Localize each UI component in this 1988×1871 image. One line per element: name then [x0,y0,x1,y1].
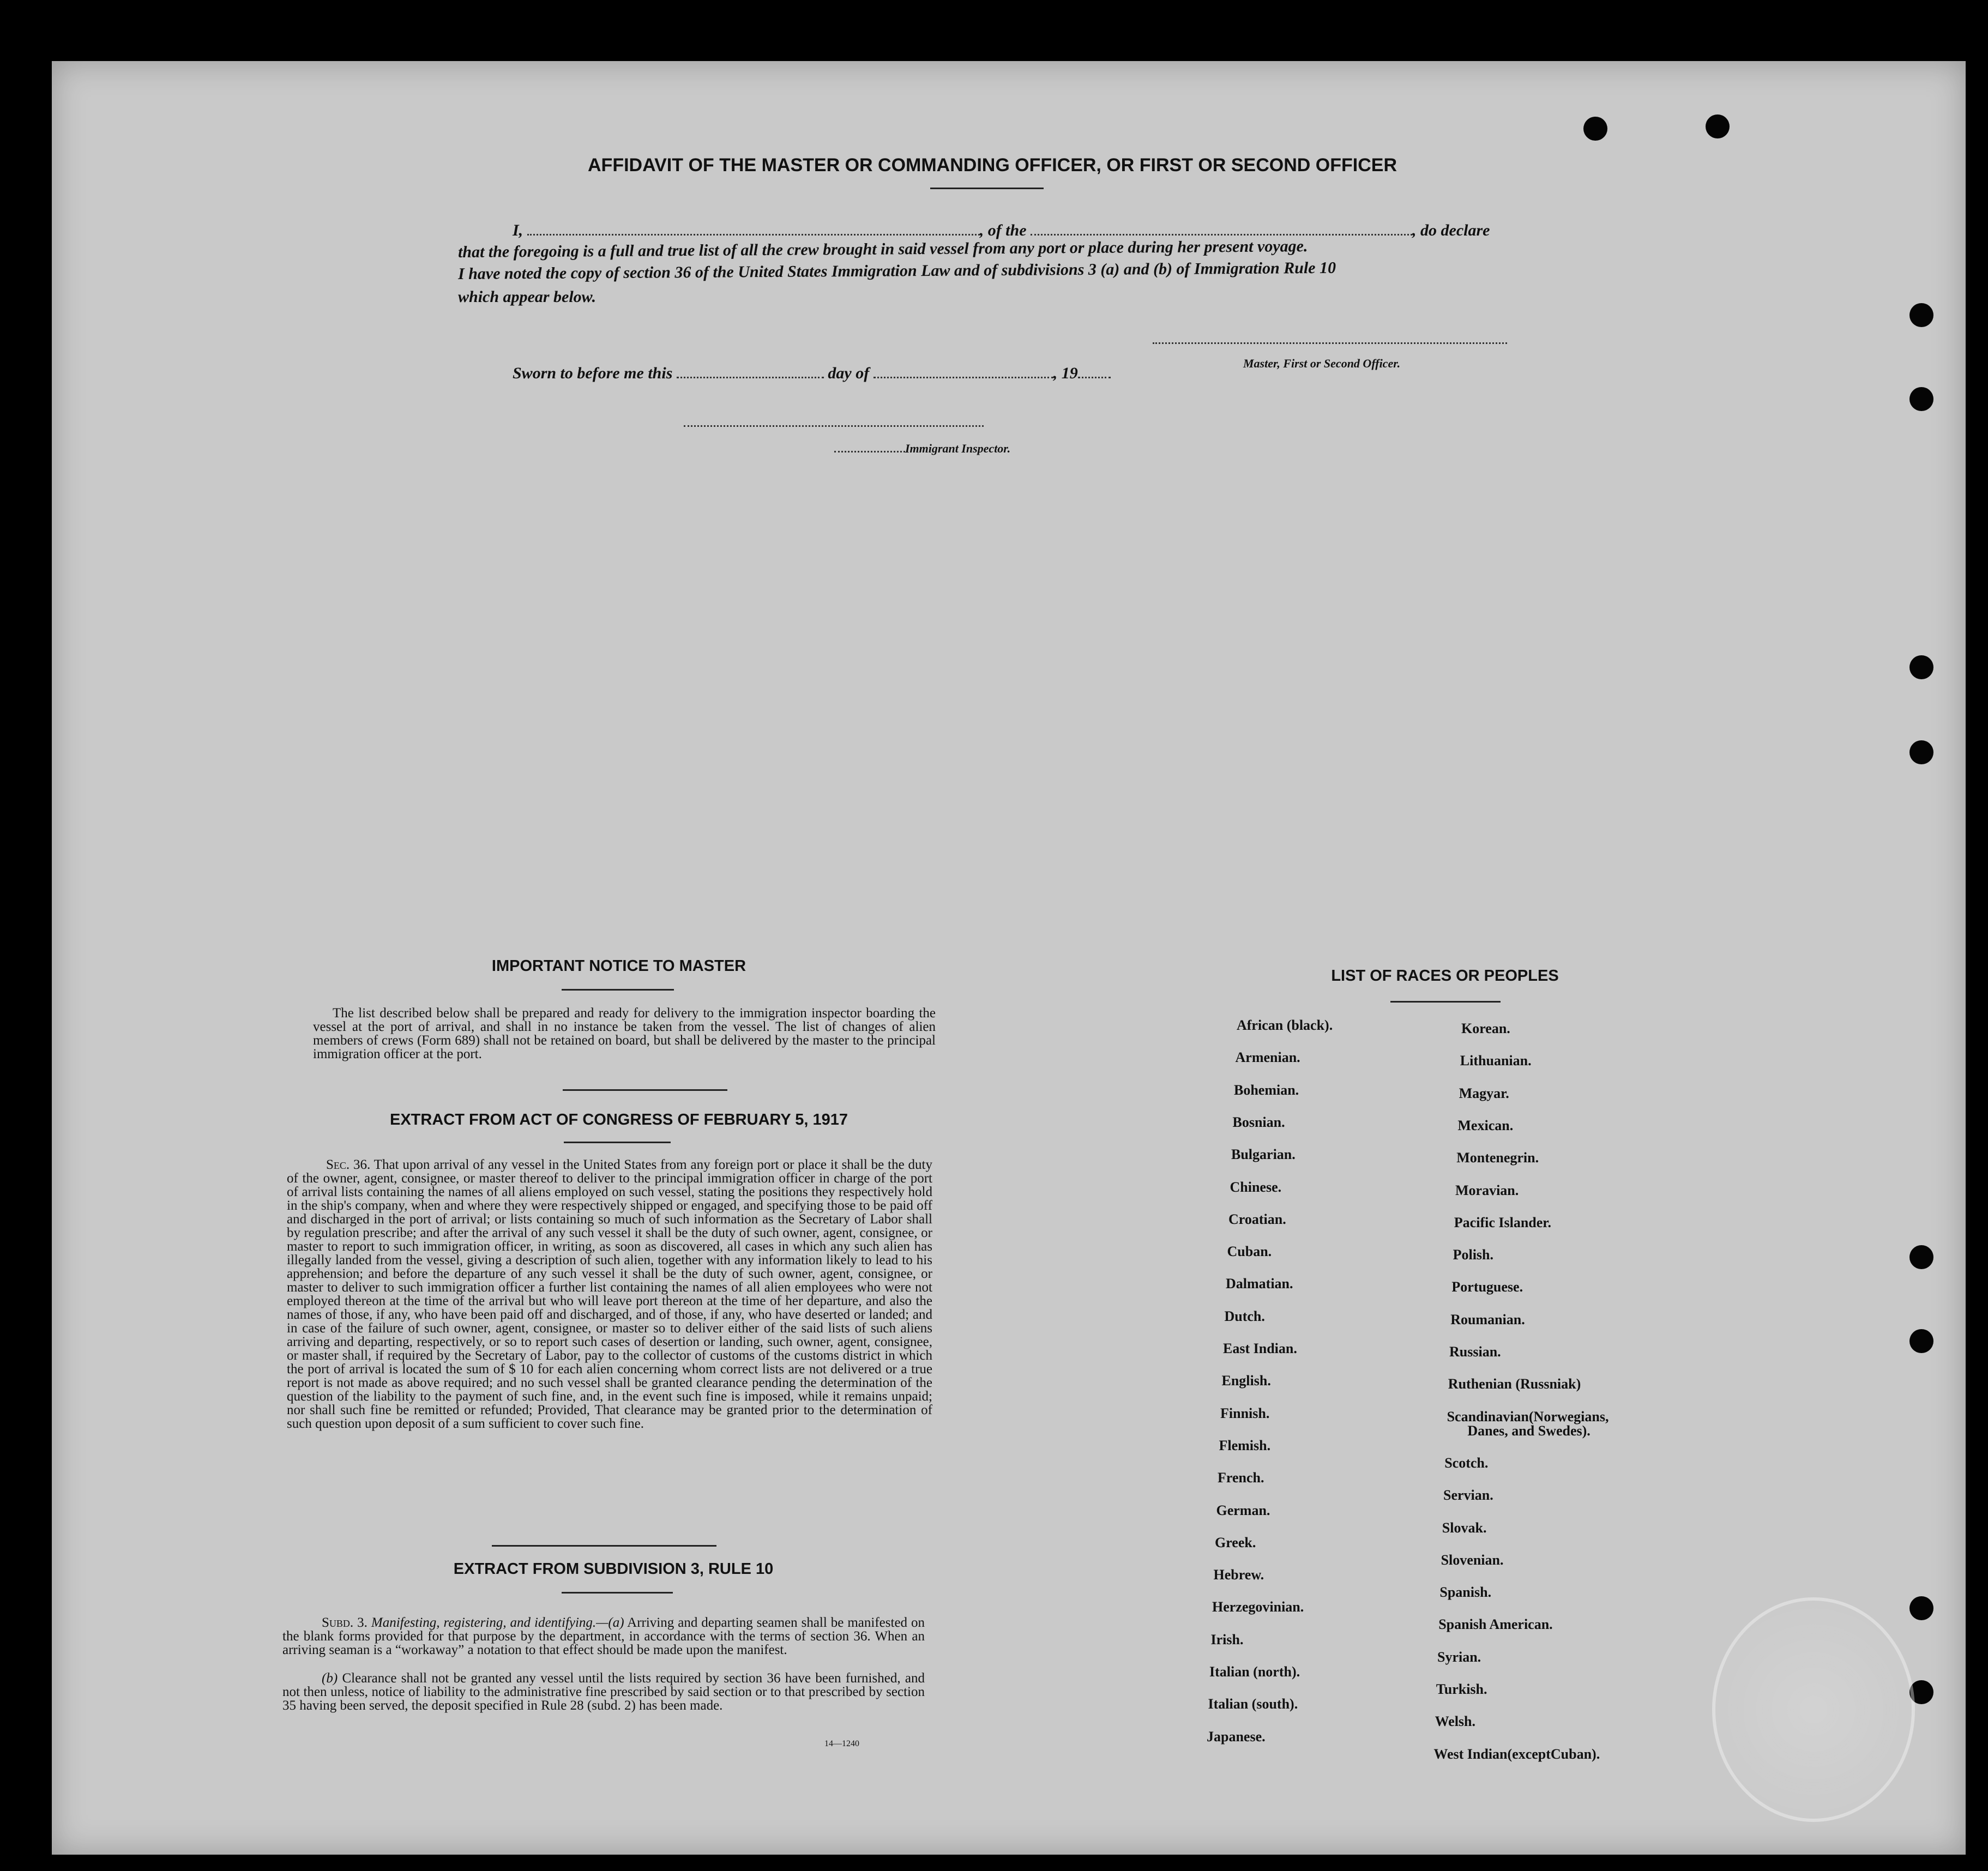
vessel-name-field[interactable] [1031,234,1412,236]
rule-b-label: (b) [322,1671,338,1686]
race-item: Slovenian. [1441,1552,1504,1568]
race-item: Bosnian. [1232,1114,1285,1130]
races-title-rule [1390,1001,1501,1003]
notice-title-rule [562,989,674,991]
race-item: Russian. [1449,1344,1501,1360]
punch-hole [1706,114,1730,138]
sworn-month-field[interactable] [873,377,1053,378]
rule-text-a [282,1616,925,1657]
race-item: Croatian. [1228,1211,1286,1227]
affidavit-line-3: which appear below. [458,288,597,306]
race-item: East Indian. [1223,1341,1297,1356]
form-number: 14—1240 [824,1739,859,1748]
race-item: Armenian. [1235,1049,1300,1066]
of-the-label: , of the [979,221,1027,239]
punch-hole [1583,117,1607,141]
race-item: Hebrew. [1213,1567,1264,1583]
rule-subd-heading: Manifesting, registering, and identifying.—(a) [371,1615,624,1630]
inspector-caption-line [834,442,1010,456]
race-item: African (black). [1237,1017,1333,1033]
punch-hole [1909,655,1933,679]
act-body: That upon arrival of any vessel in the United States from any foreign port or place it shall be the duty of the owner, agent, consignee, or master thereof to deliver to the principal immigration officer in charge of the port of arrival lists containing the names of all aliens employed on such vessel, stating the positions they respectively hold in the ship's company, when and where they were respectively shipped or engaged, and specifying those to be paid off and discharged in the port of arrival; or lists containing so much of such information as the Secretary of Labor shall by regulation prescribe; and after the arrival of any such vessel it shall be the duty of such owner, agent, consignee, or master to report to such immigration officer, in writing, as soon as discovered, all cases in which any such alien has illegally landed from the vessel, giving a description of such alien, together with any information likely to lead to his apprehension; and before the departure of any such vessel it shall be the duty of such owner, agent, consignee, or master to deliver to such immigration officer a further list containing the names of all alien employees who were not employed thereon at the time of the arrival but who will leave port thereon at the time of her departure, and also the names of those, if any, who have been paid off and discharged, and of those, if any, who have deserted or landed; and in case of the failure of such owner, agent, consignee, or master so to deliver either of the said lists of such aliens arriving and departing, respectively, or so to report such cases of desertion or landing, such owner, agent, consignee, or master shall, if required by the Secretary of Labor, pay to the collector of customs of the customs district in which the port of arrival is located the sum of $ 10 for each alien concerning whom correct lists are not delivered or a true report is not made as above required; and no such vessel shall be granted clearance pending the determination of the question of the liability to the payment of such fine, and, in the event such fine is imposed, while it remains unpaid; nor shall such fine be remitted or refunded; Provided, That clearance may be granted prior to the determination of such question upon deposit of a sum sufficient to cover such fine. [287,1157,932,1431]
race-item: Pacific Islander. [1454,1214,1551,1230]
race-item: Flemish. [1219,1437,1271,1453]
act-section-label: Sec. 36. [326,1157,371,1172]
race-item: Portuguese. [1451,1279,1523,1295]
rule-subd-label: Subd. 3. [322,1615,368,1630]
race-item: Moravian. [1455,1182,1519,1198]
affidavit-line-2: I have noted the copy of section 36 of the United States Immigration Law and of subdivisions 3 (a) and (b) of Immigration Rule 10 [457,258,1336,283]
race-item: Ruthenian (Russniak) [1448,1376,1581,1392]
rule-title: EXTRACT FROM SUBDIVISION 3, RULE 10 [453,1560,774,1578]
notice-title: IMPORTANT NOTICE TO MASTER [491,957,746,975]
race-item: Chinese. [1230,1179,1282,1195]
race-item: Lithuanian. [1460,1053,1532,1069]
race-item: Spanish American. [1438,1616,1553,1633]
race-item: Finnish. [1220,1405,1270,1421]
race-item: Italian (south). [1208,1696,1298,1712]
inspector-caption: Immigrant Inspector. [905,442,1011,455]
race-item: German. [1216,1502,1270,1518]
race-item: English. [1221,1373,1271,1389]
rule-body-b: Clearance shall not be granted any vessel until the lists required by section 36 have been furnished, and not then unless, notice of liability to the administrative fine prescribed by said section or to that prescribed by section 35 having been served, the deposit specified in Rule 28 (subd. 2) has been made. [282,1671,925,1713]
race-item: Danes, and Swedes). [1467,1422,1591,1439]
race-item: Italian (north). [1209,1664,1300,1680]
race-item: Slovak. [1442,1519,1487,1536]
inspector-dots [834,451,905,452]
i-label: I, [513,221,523,239]
embossed-seal [1712,1597,1915,1822]
race-item: Japanese. [1207,1728,1266,1745]
master-signature-field[interactable] [1153,341,1507,344]
race-item: Scotch. [1444,1454,1489,1471]
race-item: Bohemian. [1234,1082,1299,1098]
year-label: , 19 [1053,364,1078,382]
act-end-rule [492,1545,716,1547]
punch-hole [1909,303,1933,327]
affidavit-title-rule [930,188,1044,189]
race-item: West Indian(exceptCuban). [1433,1746,1600,1762]
do-declare-label: , do declare [1412,221,1490,239]
notice-end-rule [563,1089,727,1091]
document-page [52,61,1966,1855]
race-item: Turkish. [1436,1681,1487,1697]
act-title: EXTRACT FROM ACT OF CONGRESS OF FEBRUARY 5, 1917 [389,1111,848,1128]
race-item: French. [1218,1470,1264,1486]
affidavit-title: AFFIDAVIT OF THE MASTER OR COMMANDING OFFICER, OR FIRST OR SECOND OFFICER [588,155,1397,176]
sworn-day-field[interactable] [677,377,824,378]
race-item: Dutch. [1224,1308,1265,1324]
races-title: LIST OF RACES OR PEOPLES [1331,967,1559,985]
notice-body: The list described below shall be prepared and ready for delivery to the immigration inspector boarding the vessel at the port of arrival, and shall in no instance be taken from the vessel. The list of changes of alien members of crews (Form 689) shall not be retained on board, but shall be delivered by the master to the principal immigration officer at the port. [313,1006,936,1061]
rule-text-b [282,1671,925,1712]
race-item: Polish. [1453,1247,1494,1263]
affidavit-line-1: that the foregoing is a full and true list of all the crew brought in said vessel from any port or place during her present voyage. [457,237,1308,261]
race-item: Irish. [1210,1631,1244,1647]
officer-name-field[interactable] [527,234,980,236]
punch-hole [1909,1245,1933,1269]
race-item: Scandinavian(Norwegians, [1447,1408,1609,1425]
race-item: Montenegrin. [1456,1150,1539,1166]
act-title-rule [564,1142,671,1143]
race-item: Welsh. [1435,1713,1476,1730]
race-item: Korean. [1461,1021,1510,1036]
punch-hole [1909,740,1933,764]
rule-title-rule [562,1592,673,1594]
sworn-line [513,364,1111,383]
race-item: Bulgarian. [1231,1146,1296,1163]
act-text [287,1158,932,1431]
inspector-signature-field[interactable] [684,424,984,427]
sworn-year-field[interactable] [1078,377,1111,378]
race-item: Roumanian. [1450,1311,1525,1327]
race-item: Greek. [1215,1534,1256,1550]
affidavit-line-i [513,221,1490,240]
punch-hole [1909,387,1933,411]
master-caption: Master, First or Second Officer. [1243,357,1401,370]
race-item: Cuban. [1227,1244,1272,1260]
race-item: Servian. [1443,1487,1493,1504]
race-item: Mexican. [1457,1117,1514,1133]
rule-body-a: Arriving and departing seamen shall be manifested on the blank forms provided for that purpose by the department, in accordance with the terms of section 36. When an arriving seaman is a “workaway” a notation to that effect should be made upon the manifest. [282,1615,925,1657]
race-item: Dalmatian. [1226,1276,1293,1292]
notice-text [313,1006,936,1061]
race-item: Herzegovinian. [1212,1599,1304,1615]
punch-hole [1909,1596,1933,1620]
sworn-label: Sworn to before me this [513,364,673,382]
punch-hole [1909,1329,1933,1353]
race-item: Syrian. [1437,1649,1481,1665]
race-item: Spanish. [1439,1584,1492,1601]
race-item: Magyar. [1459,1085,1509,1101]
day-of-label: day of [828,364,870,382]
